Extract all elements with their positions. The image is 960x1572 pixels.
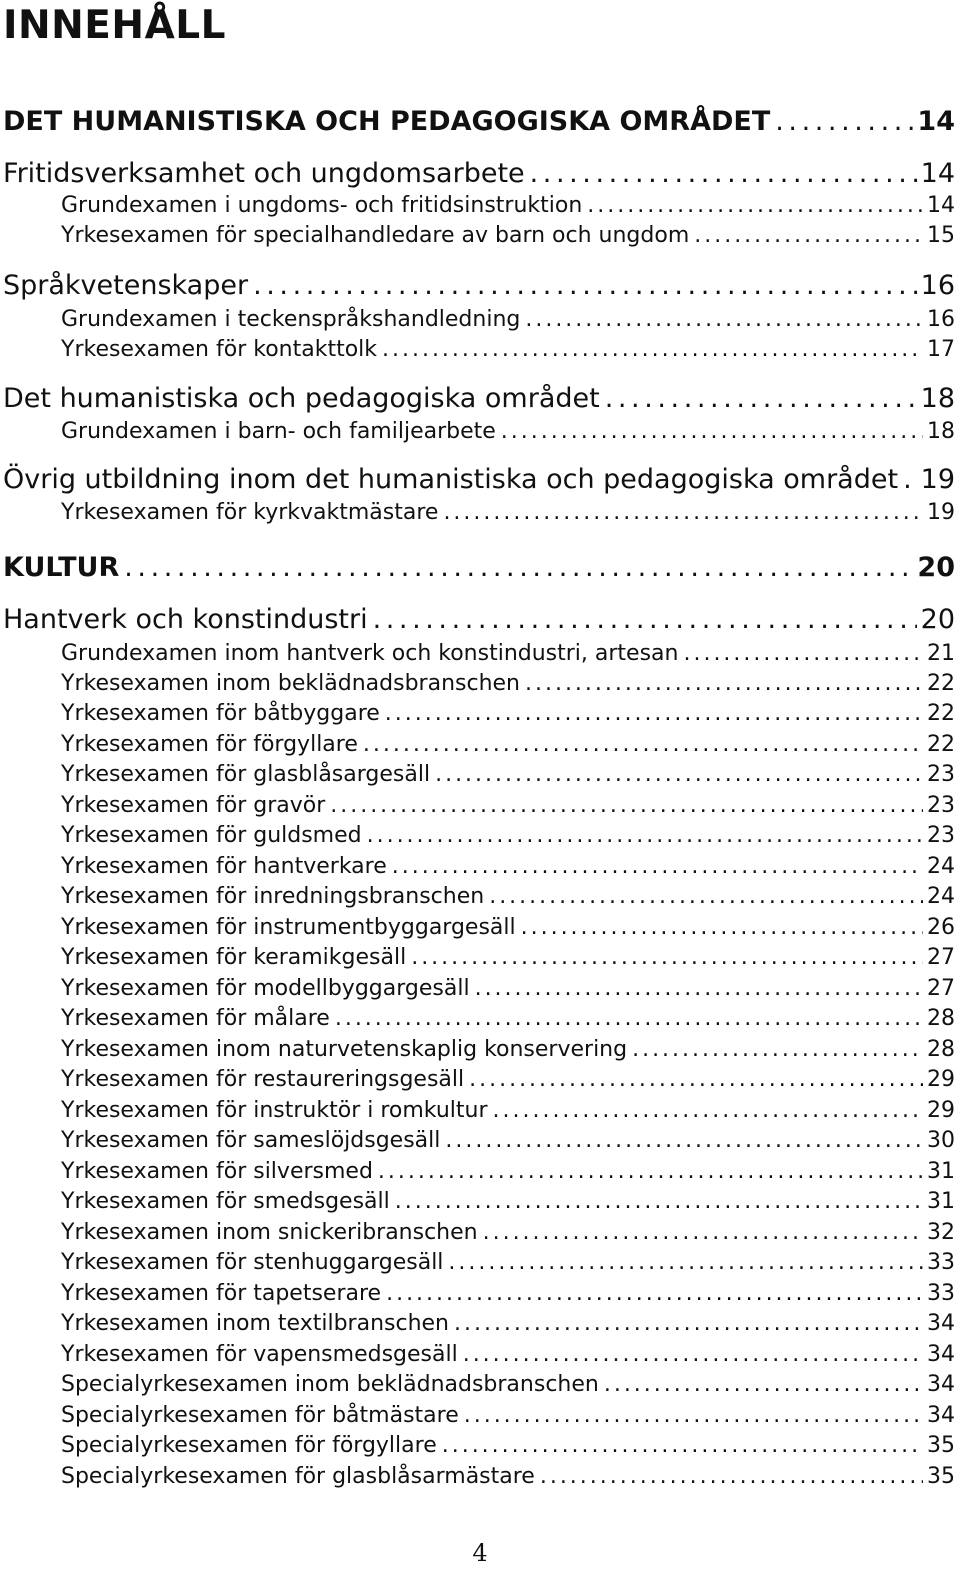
dot-leader bbox=[605, 383, 917, 415]
toc-entry-title: Yrkesexamen för båtbyggare bbox=[61, 701, 380, 726]
toc-item bbox=[61, 1310, 955, 1338]
toc-page-number: 21 bbox=[927, 641, 955, 666]
toc-page-number: 27 bbox=[927, 976, 955, 1001]
toc-entry-title: Yrkesexamen för modellbyggargesäll bbox=[61, 976, 470, 1001]
dot-leader bbox=[443, 499, 923, 527]
dot-leader bbox=[501, 418, 923, 446]
dot-leader bbox=[335, 1005, 923, 1033]
toc-entry-title: Specialyrkesexamen för förgyllare bbox=[61, 1433, 437, 1458]
toc-entry-title: Yrkesexamen för smedsgesäll bbox=[61, 1189, 390, 1214]
toc-entry-title: Yrkesexamen för vapensmedsgesäll bbox=[61, 1342, 458, 1367]
toc-item bbox=[61, 640, 955, 668]
toc-page-number: 16 bbox=[927, 307, 955, 332]
dot-leader bbox=[775, 106, 913, 138]
dot-leader bbox=[632, 1036, 923, 1064]
toc-item bbox=[61, 670, 955, 698]
toc-entry-title: Yrkesexamen inom snickeribranschen bbox=[61, 1220, 478, 1245]
toc-entry-title: Yrkesexamen för stenhuggargesäll bbox=[61, 1250, 444, 1275]
toc-entry-title: Yrkesexamen inom beklädnadsbranschen bbox=[61, 671, 520, 696]
toc-item bbox=[61, 1127, 955, 1155]
toc-entry-title: Yrkesexamen för instruktör i romkultur bbox=[61, 1098, 488, 1123]
toc-item bbox=[61, 914, 955, 942]
page-number: 4 bbox=[472, 1539, 488, 1567]
toc-entry-title: Yrkesexamen för hantverkare bbox=[61, 854, 387, 879]
toc-item bbox=[61, 1097, 955, 1125]
toc-page-number: 29 bbox=[927, 1067, 955, 1092]
toc-entry-title: KULTUR bbox=[3, 552, 120, 583]
toc-page-number: 29 bbox=[927, 1098, 955, 1123]
toc-item bbox=[61, 822, 955, 850]
toc-subsection bbox=[3, 270, 955, 302]
toc-item bbox=[61, 1432, 955, 1460]
dot-leader bbox=[378, 1158, 923, 1186]
toc-entry-title: Yrkesexamen för inredningsbranschen bbox=[61, 884, 485, 909]
toc-entry-title: Yrkesexamen för guldsmed bbox=[61, 823, 362, 848]
toc-page-number: 23 bbox=[927, 762, 955, 787]
toc-heading: INNEHÅLL bbox=[3, 3, 226, 48]
toc-entry-title: Yrkesexamen för förgyllare bbox=[61, 732, 358, 757]
dot-leader bbox=[454, 1310, 923, 1338]
dot-leader bbox=[448, 1249, 923, 1277]
toc-item bbox=[61, 1463, 955, 1491]
toc-page-number: 33 bbox=[927, 1281, 955, 1306]
toc-item bbox=[61, 975, 955, 1003]
toc-entry-title: Övrig utbildning inom det humanistiska och pedagogiska området bbox=[3, 464, 899, 495]
toc-item bbox=[61, 222, 955, 250]
toc-entry-title: Yrkesexamen för kontakttolk bbox=[61, 337, 378, 362]
toc-page-number: 34 bbox=[927, 1342, 955, 1367]
toc-page-number: 20 bbox=[920, 604, 955, 635]
toc-entry-title: Yrkesexamen för tapetserare bbox=[61, 1281, 382, 1306]
toc-page-number: 23 bbox=[927, 823, 955, 848]
toc-page-number: 19 bbox=[920, 464, 955, 495]
dot-leader bbox=[392, 853, 923, 881]
dot-leader bbox=[385, 700, 923, 728]
toc-entry-title: Yrkesexamen inom textilbranschen bbox=[61, 1311, 449, 1336]
dot-leader bbox=[903, 464, 917, 496]
toc-page-number: 17 bbox=[927, 337, 955, 362]
toc-item bbox=[61, 1036, 955, 1064]
dot-leader bbox=[587, 192, 923, 220]
toc-item bbox=[61, 306, 955, 334]
dot-leader bbox=[604, 1371, 923, 1399]
toc-entry-title: Yrkesexamen för kyrkvaktmästare bbox=[61, 500, 439, 525]
toc-entry-title: Yrkesexamen inom naturvetenskaplig konservering bbox=[61, 1037, 628, 1062]
toc-item bbox=[61, 1280, 955, 1308]
toc-page-number: 28 bbox=[927, 1006, 955, 1031]
toc-entry-title: Specialyrkesexamen för glasblåsarmästare bbox=[61, 1464, 535, 1489]
toc-page-number: 18 bbox=[920, 383, 955, 414]
dot-leader bbox=[683, 640, 923, 668]
toc-item bbox=[61, 1371, 955, 1399]
toc-page-number: 24 bbox=[927, 884, 955, 909]
toc-item bbox=[61, 192, 955, 220]
toc-item bbox=[61, 1066, 955, 1094]
toc-entry-title: Yrkesexamen för specialhandledare av barn och ungdom bbox=[61, 223, 690, 248]
toc-page-number: 19 bbox=[927, 500, 955, 525]
toc-page-number: 14 bbox=[917, 106, 955, 137]
toc-page-number: 15 bbox=[927, 223, 955, 248]
dot-leader bbox=[386, 1280, 923, 1308]
toc-page-number: 22 bbox=[927, 671, 955, 696]
toc-entry-title: Yrkesexamen för målare bbox=[61, 1006, 330, 1031]
toc-item bbox=[61, 944, 955, 972]
dot-leader bbox=[530, 158, 917, 190]
dot-leader bbox=[489, 883, 923, 911]
toc-item bbox=[61, 853, 955, 881]
toc-section bbox=[3, 106, 955, 138]
toc-item bbox=[61, 700, 955, 728]
toc-page-number: 31 bbox=[927, 1159, 955, 1184]
toc-entry-title: Grundexamen i teckenspråkshandledning bbox=[61, 307, 521, 332]
toc-item bbox=[61, 761, 955, 789]
dot-leader bbox=[124, 552, 913, 584]
toc-page-number: 14 bbox=[920, 158, 955, 189]
dot-leader bbox=[493, 1097, 923, 1125]
dot-leader bbox=[525, 670, 923, 698]
dot-leader bbox=[411, 944, 923, 972]
toc-page-number: 35 bbox=[927, 1464, 955, 1489]
toc-item bbox=[61, 1249, 955, 1277]
toc-page-number: 24 bbox=[927, 854, 955, 879]
dot-leader bbox=[540, 1463, 923, 1491]
dot-leader bbox=[253, 270, 917, 302]
toc-item bbox=[61, 1005, 955, 1033]
toc-page-number: 26 bbox=[927, 915, 955, 940]
dot-leader bbox=[525, 306, 923, 334]
toc-page-number: 22 bbox=[927, 732, 955, 757]
toc-entry-title: DET HUMANISTISKA OCH PEDAGOGISKA OMRÅDET bbox=[3, 106, 771, 137]
toc-page-number: 14 bbox=[927, 193, 955, 218]
toc-item bbox=[61, 792, 955, 820]
toc-item bbox=[61, 1188, 955, 1216]
toc-item bbox=[61, 1219, 955, 1247]
toc-page-number: 35 bbox=[927, 1433, 955, 1458]
toc-page-number: 34 bbox=[927, 1311, 955, 1336]
dot-leader bbox=[373, 604, 917, 636]
toc-entry-title: Specialyrkesexamen inom beklädnadsbranschen bbox=[61, 1372, 599, 1397]
dot-leader bbox=[475, 975, 923, 1003]
toc-entry-title: Grundexamen i ungdoms- och fritidsinstruktion bbox=[61, 193, 583, 218]
toc-entry-title: Grundexamen inom hantverk och konstindustri, artesan bbox=[61, 641, 679, 666]
toc-page-number: 34 bbox=[927, 1403, 955, 1428]
toc-entry-title: Yrkesexamen för glasblåsargesäll bbox=[61, 762, 431, 787]
dot-leader bbox=[435, 761, 923, 789]
dot-leader bbox=[483, 1219, 923, 1247]
toc-page-number: 30 bbox=[927, 1128, 955, 1153]
dot-leader bbox=[382, 336, 923, 364]
toc-item bbox=[61, 336, 955, 364]
toc-subsection bbox=[3, 383, 955, 415]
dot-leader bbox=[363, 731, 923, 759]
toc-entry-title: Det humanistiska och pedagogiska området bbox=[3, 383, 600, 414]
toc-entry-title: Grundexamen i barn- och familjearbete bbox=[61, 419, 496, 444]
toc-subsection bbox=[3, 158, 955, 190]
dot-leader bbox=[463, 1341, 923, 1369]
dot-leader bbox=[464, 1402, 923, 1430]
toc-page-number: 34 bbox=[927, 1372, 955, 1397]
toc-entry-title: Språkvetenskaper bbox=[3, 270, 249, 301]
toc-item bbox=[61, 1402, 955, 1430]
toc-page-number: 27 bbox=[927, 945, 955, 970]
toc-page-number: 32 bbox=[927, 1220, 955, 1245]
dot-leader bbox=[521, 914, 923, 942]
toc-page-number: 20 bbox=[917, 552, 955, 583]
toc-entry-title: Yrkesexamen för silversmed bbox=[61, 1159, 373, 1184]
toc-page-number: 33 bbox=[927, 1250, 955, 1275]
toc-entry-title: Specialyrkesexamen för båtmästare bbox=[61, 1403, 459, 1428]
toc-entry-title: Yrkesexamen för instrumentbyggargesäll bbox=[61, 915, 516, 940]
toc-page-number: 28 bbox=[927, 1037, 955, 1062]
toc-page-number: 18 bbox=[927, 419, 955, 444]
toc-item bbox=[61, 1341, 955, 1369]
toc-entry-title: Hantverk och konstindustri bbox=[3, 604, 368, 635]
toc-item bbox=[61, 499, 955, 527]
toc-item bbox=[61, 883, 955, 911]
toc-subsection bbox=[3, 604, 955, 636]
toc-section bbox=[3, 552, 955, 584]
dot-leader bbox=[694, 222, 923, 250]
toc-entry-title: Yrkesexamen för keramikgesäll bbox=[61, 945, 407, 970]
toc-subsection bbox=[3, 464, 955, 496]
dot-leader bbox=[445, 1127, 923, 1155]
toc-page-number: 31 bbox=[927, 1189, 955, 1214]
toc-entry-title: Yrkesexamen för sameslöjdsgesäll bbox=[61, 1128, 441, 1153]
toc-entry-title: Yrkesexamen för restaureringsgesäll bbox=[61, 1067, 465, 1092]
dot-leader bbox=[469, 1066, 923, 1094]
toc-item bbox=[61, 731, 955, 759]
dot-leader bbox=[442, 1432, 923, 1460]
toc-entry-title: Yrkesexamen för gravör bbox=[61, 793, 326, 818]
dot-leader bbox=[395, 1188, 923, 1216]
toc-page-number: 16 bbox=[920, 270, 955, 301]
toc-entry-title: Fritidsverksamhet och ungdomsarbete bbox=[3, 158, 525, 189]
dot-leader bbox=[367, 822, 923, 850]
toc-item bbox=[61, 418, 955, 446]
toc-page-number: 23 bbox=[927, 793, 955, 818]
dot-leader bbox=[330, 792, 923, 820]
toc-item bbox=[61, 1158, 955, 1186]
toc-page-number: 22 bbox=[927, 701, 955, 726]
